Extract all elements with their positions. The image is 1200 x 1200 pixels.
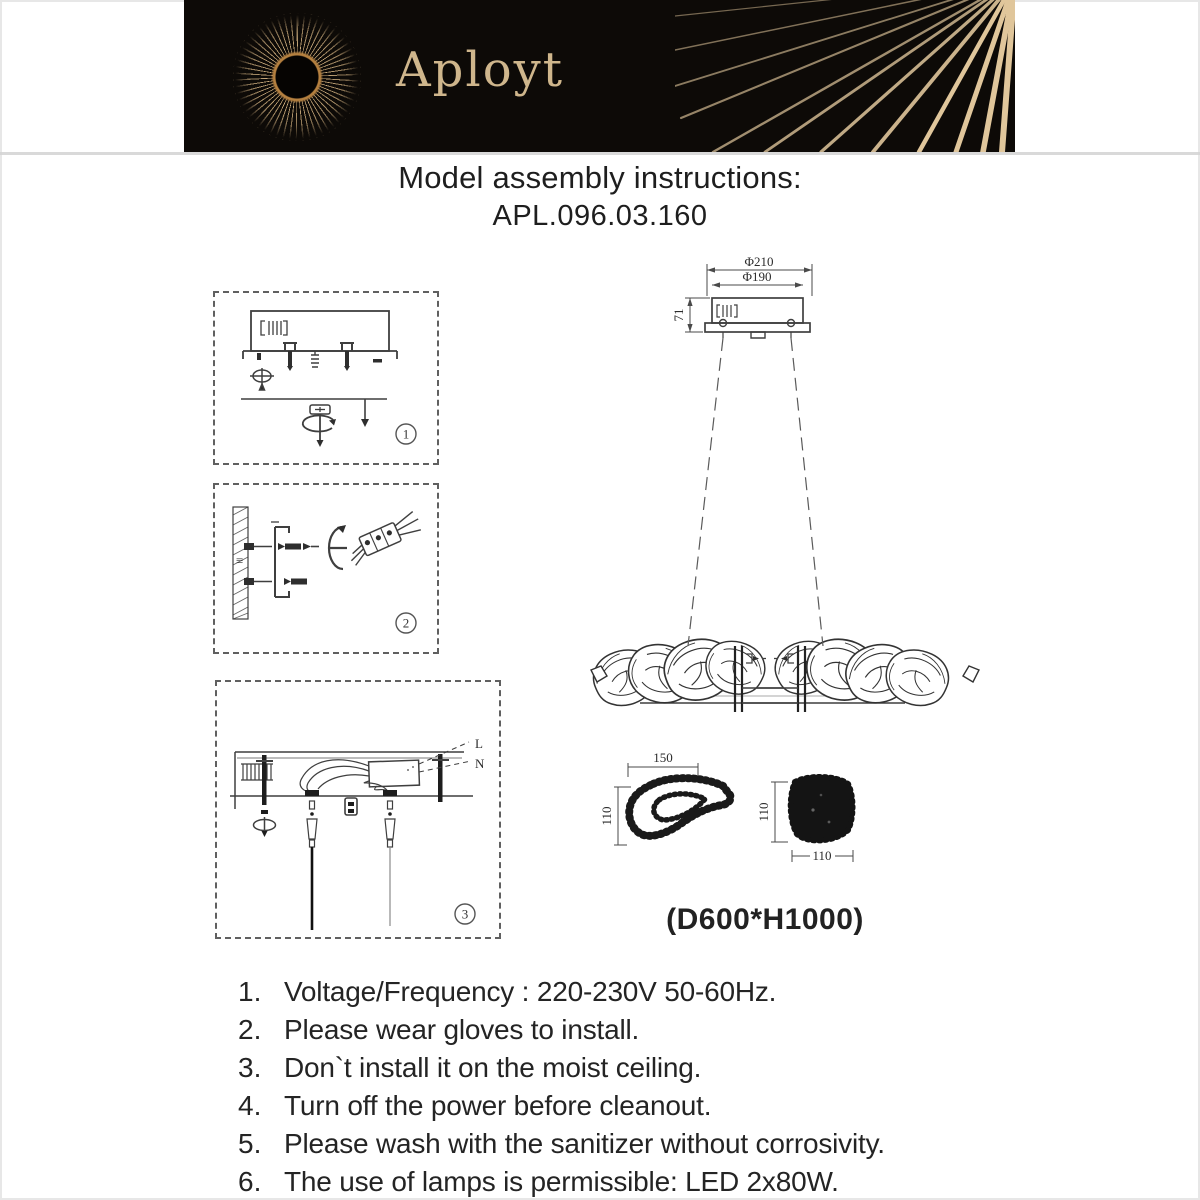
crystal-square-detail: [756, 777, 853, 863]
down-arrow: [361, 399, 369, 427]
wires: [300, 760, 389, 793]
item-text: Please wear gloves to install.: [284, 1014, 640, 1045]
canopy: [705, 298, 810, 338]
sunburst-logo-icon: [233, 13, 361, 141]
step2-box: [213, 483, 439, 654]
step1-badge: 1: [402, 426, 410, 442]
step1-diagram: [215, 293, 433, 459]
square-height-dim: 110: [756, 802, 771, 822]
wall-note: ≡: [236, 553, 244, 568]
item-number: 1.: [238, 976, 262, 1007]
list-item: [238, 976, 1038, 1014]
canopy-height-dim: 71: [671, 308, 686, 322]
list-item: [238, 1166, 1038, 1200]
crystal-leaf-detail: [599, 750, 731, 845]
canopy-inner-dim: Φ190: [742, 269, 772, 284]
step2-diagram: [215, 485, 433, 648]
crystal-ring: [590, 637, 979, 709]
step2-badge: 2: [402, 615, 410, 631]
mounting-bracket: [271, 522, 289, 597]
product-drawing: [555, 250, 1015, 950]
driver-box: [369, 760, 420, 787]
step3-diagram: [217, 682, 495, 933]
page-title: Model assembly instructions:: [398, 160, 802, 195]
rotate-arrow: [303, 525, 347, 569]
ring-end-cap-right: [963, 666, 979, 682]
brand-banner: [184, 0, 1015, 152]
wire-neutral-label: N: [475, 756, 485, 771]
suspension-right: [383, 790, 397, 926]
rotating-screw: [303, 405, 336, 447]
corner-rays-icon: [675, 0, 1015, 152]
bolts: [278, 543, 307, 585]
item-number: 6.: [238, 1166, 262, 1197]
wire-live-label: L: [475, 736, 483, 751]
wire-connector: [343, 511, 425, 566]
item-number: 5.: [238, 1128, 262, 1159]
item-text: Voltage/Frequency : 220-230V 50-60Hz.: [284, 976, 777, 1007]
right-bolt: [432, 754, 449, 802]
cable-grippers: [257, 343, 382, 371]
leaf-width-dim: 150: [653, 750, 673, 765]
banner-divider: [0, 152, 1200, 155]
item-text: The use of lamps is permissible: LED 2x80W.: [284, 1166, 839, 1197]
suspension-left: [305, 790, 319, 930]
list-item: [238, 1128, 1038, 1166]
suspension-cables: [688, 338, 823, 646]
square-width-dim: 110: [812, 848, 832, 863]
canopy-dimensions: [671, 254, 812, 332]
list-item: [238, 1090, 1038, 1128]
overall-size-label: (D600*H1000): [666, 903, 864, 936]
title-block: [0, 160, 1200, 233]
instruction-list: [238, 976, 1038, 1200]
item-text: Turn off the power before cleanout.: [284, 1090, 712, 1121]
item-text: Don`t install it on the moist ceiling.: [284, 1052, 702, 1083]
step3-badge: 3: [461, 906, 469, 922]
center-clamp: [345, 798, 357, 815]
canopy-outer-dim: Φ210: [744, 254, 774, 269]
brand-name: Aployt: [396, 42, 565, 98]
driver-clamp-hatch: [241, 764, 273, 780]
step1-box: [213, 291, 439, 465]
item-number: 2.: [238, 1014, 262, 1045]
item-number: 4.: [238, 1090, 262, 1121]
leaf-height-dim: 110: [599, 806, 614, 826]
item-number: 3.: [238, 1052, 262, 1083]
list-item: [238, 1014, 1038, 1052]
mains-leads: [419, 736, 485, 772]
item-text: Please wash with the sanitizer without corrosivity.: [284, 1128, 885, 1159]
screw-symbol: [250, 368, 274, 390]
canopy-hatch-glyph: [261, 321, 287, 335]
wall-section: [233, 507, 248, 619]
step3-box: [215, 680, 501, 939]
list-item: [238, 1052, 1038, 1090]
model-number: APL.096.03.160: [492, 200, 708, 232]
